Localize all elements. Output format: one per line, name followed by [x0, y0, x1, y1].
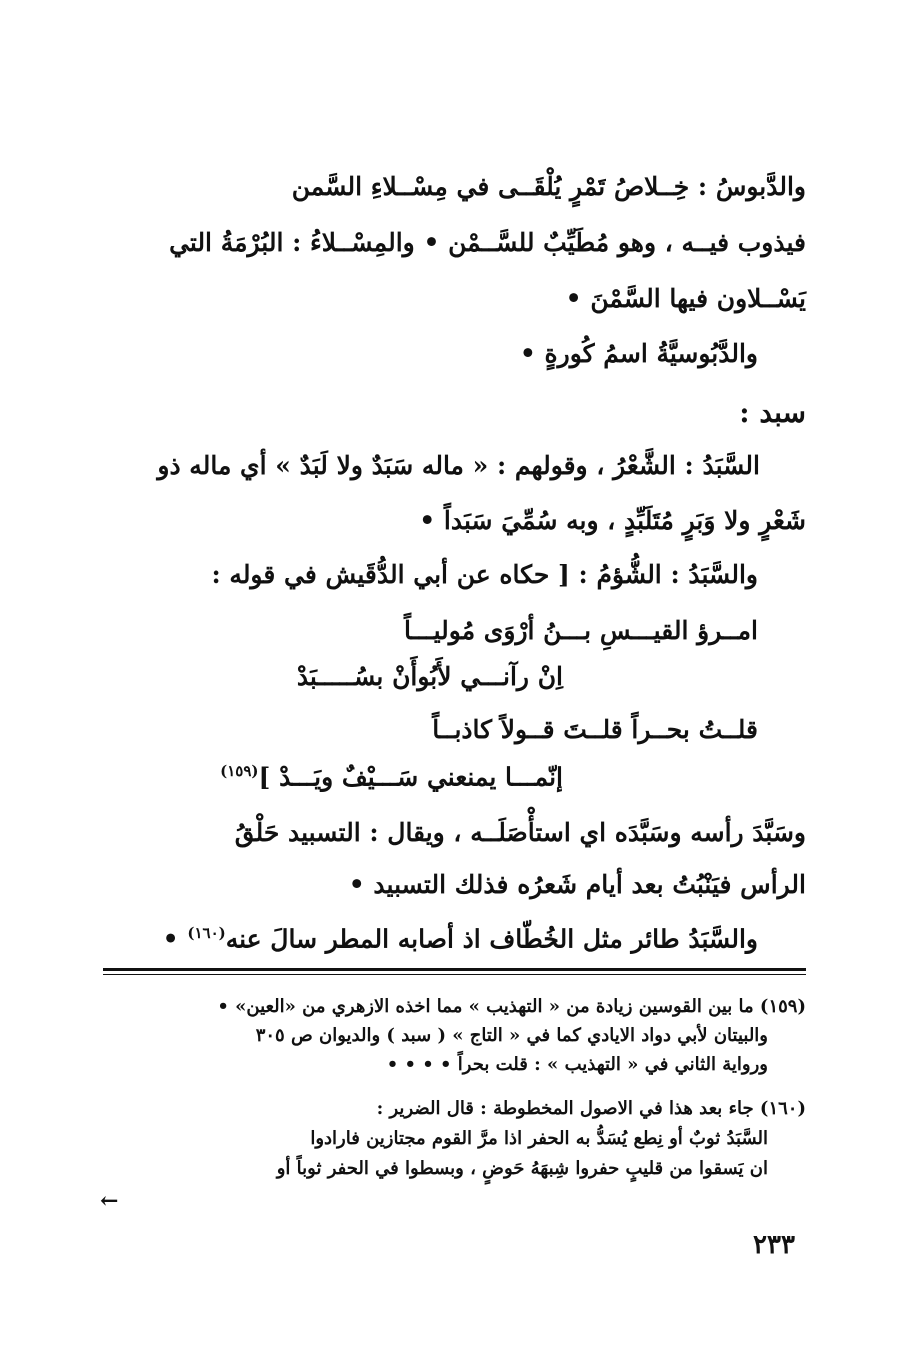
footnote-line: والبيتان لأبي دواد الايادي كما في « التاج » ( سبد ) والديوان ص ٣٠٥	[255, 1025, 768, 1046]
footnote-line: (١٥٩) ما بين القوسين زيادة من « التهذيب » مما اخذه الازهري من «العين» •	[217, 996, 806, 1017]
text-line: يَسْــلاون فيها السَّمْنَ •	[565, 284, 806, 313]
text-line: فيذوب فيــه ، وهو مُطَيِّبٌ للسَّــمْن • والمِسْــلاءُ : البُرْمَةُ التي	[169, 228, 806, 257]
text-line: والدَّبوسُ : خِــلاصُ تَمْرٍ يُلْقَــى في مِسْــلاءِ السَّمن	[291, 172, 806, 201]
footnote-line: (١٦٠) جاء بعد هذا في الاصول المخطوطة : قال الضرير :	[376, 1098, 806, 1119]
footnote-separator-thin	[103, 974, 806, 975]
text-line: السَّبَدُ : الشَّعْرُ ، وقولهم : « ماله سَبَدٌ ولا لَبَدٌ » أي ماله ذو	[157, 451, 760, 480]
text-line: الرأس فيَنْبُتُ بعد أيام شَعرُه فذلك التسبيد •	[348, 870, 806, 899]
entry-heading: سبد :	[739, 396, 806, 429]
poem-verse-text: إنّمـــا يمنعني سَـــيْفٌ ويَـــدْ ]	[258, 762, 563, 792]
poem-verse: اِنْ رآنـــي لأَبُوأَنْ بسُـــــبَدْ	[296, 662, 563, 691]
text-line: وسَبَّدَ رأسه وسَبَّدَه اي استأْصَلَــه ، ويقال : التسبيد حَلْقُ	[234, 818, 806, 847]
text-span: •	[162, 924, 188, 954]
footnote-line: السَّبَدُ ثوبٌ أو نِطع يُسَدُّ به الحفر اذا مرَّ القوم مجتازين فارادوا	[310, 1128, 768, 1149]
footnote-separator	[103, 968, 806, 971]
text-line: والسَّبَدُ : الشُّؤمُ : [ حكاه عن أبي الدُّقَيش في قوله :	[211, 560, 758, 589]
text-line: والدَّبُوسيَّةُ اسمُ كُورةٍ •	[519, 339, 758, 368]
text-line: شَعْرٍ ولا وَبَرٍ مُتَلَبِّدٍ ، وبه سُمِّيَ سَبَداً •	[419, 506, 806, 535]
footnote-ref: (١٦٠)	[187, 924, 226, 942]
poem-verse: امــرؤ القيـــسِ بـــنُ أرْوَى مُوليـــاً	[404, 616, 758, 645]
text-span: والسَّبَدُ طائر مثل الخُطّاف اذ أصابه المطر سالَ عنه	[225, 924, 758, 954]
text-line	[0, 924, 908, 954]
page-number: ٢٣٣	[753, 1230, 795, 1260]
continuation-arrow-icon: ←	[100, 1188, 119, 1214]
poem-verse	[0, 762, 908, 792]
poem-verse: قلــتُ بحــراً قلــتَ قــولاً كاذبــاً	[432, 715, 758, 744]
footnote-line: ان يَسقوا من قليبٍ حفروا شِبهَهُ حَوضٍ ، وبسطوا في الحفر ثوباً أو	[276, 1158, 768, 1179]
footnote-line: ورواية الثاني في « التهذيب » : قلت بحراً • • • •	[386, 1054, 768, 1075]
footnote-ref: (١٥٩)	[220, 762, 259, 780]
